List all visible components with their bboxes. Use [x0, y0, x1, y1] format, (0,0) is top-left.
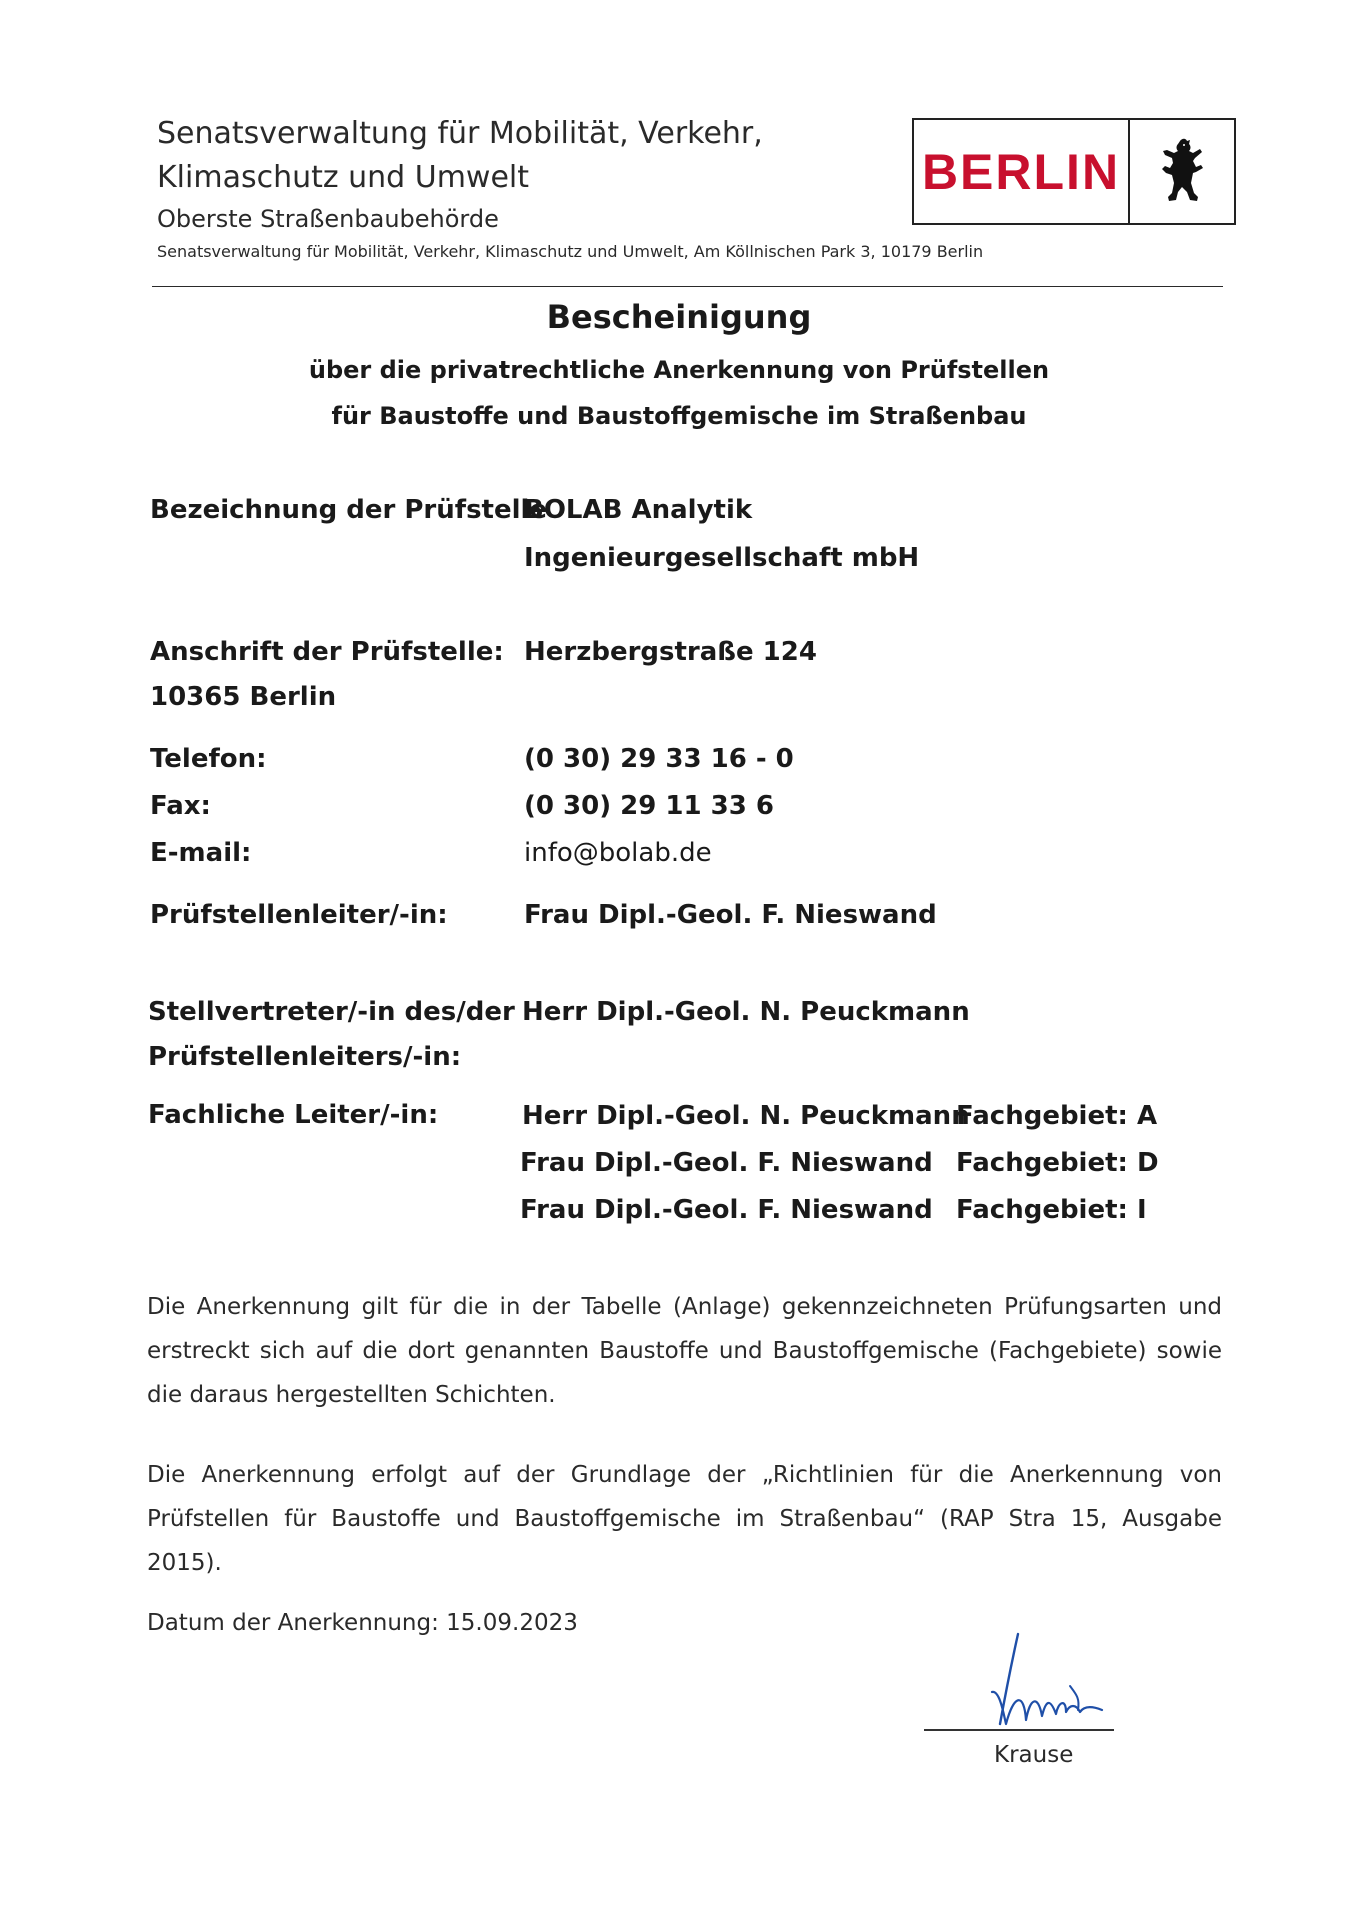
- anschrift-label: Anschrift der Prüfstelle:: [150, 637, 504, 667]
- fax-label: Fax:: [150, 791, 211, 821]
- authority-name: Oberste Straßenbaubehörde: [157, 205, 499, 233]
- signature-line: [924, 1729, 1114, 1731]
- fachgebiet-value: Fachgebiet: A: [956, 1101, 1158, 1131]
- stellvertreter-label-line2: Prüfstellenleiters/-in:: [148, 1042, 462, 1072]
- stellvertreter-value: Herr Dipl.-Geol. N. Peuckmann: [522, 997, 970, 1027]
- anschrift-value: Herzbergstraße 124: [524, 637, 817, 667]
- bezeichnung-value-line1: BOLAB Analytik: [524, 495, 753, 525]
- recognition-date: Datum der Anerkennung: 15.09.2023: [147, 1610, 578, 1636]
- stellvertreter-label-line1: Stellvertreter/-in des/der: [148, 997, 515, 1027]
- fachgebiet-value: Fachgebiet: I: [956, 1195, 1147, 1225]
- fachgebiet-value: Fachgebiet: D: [956, 1148, 1159, 1178]
- sender-address-line: Senatsverwaltung für Mobilität, Verkehr, Klimaschutz und Umwelt, Am Köllnischen Park 3, 10179 Berlin: [157, 242, 984, 261]
- berlin-logo-text: BERLIN: [921, 143, 1121, 200]
- organization-name-line1: Senatsverwaltung für Mobilität, Verkehr,: [157, 116, 763, 151]
- leiter-label: Prüfstellenleiter/-in:: [150, 900, 448, 930]
- bezeichnung-value-line2: Ingenieurgesellschaft mbH: [524, 543, 920, 573]
- signer-name: Krause: [994, 1742, 1074, 1768]
- recognition-scope-paragraph: Die Anerkennung gilt für die in der Tabelle (Anlage) gekennzeichneten Prüfungsarten und erstreckt sich auf die dort genannten Baustoffe und Baustoffgemische (Fachgebiete) sowie die daraus hergestellten Schichten.: [147, 1294, 1222, 1408]
- anschrift-city: 10365 Berlin: [150, 682, 337, 712]
- telefon-label: Telefon:: [150, 744, 267, 774]
- email-label: E-mail:: [150, 838, 252, 868]
- document-subtitle-line1: über die privatrechtliche Anerkennung von Prüfstellen: [308, 356, 1050, 384]
- document-subtitle-line2: für Baustoffe und Baustoffgemische im Straßenbau: [331, 402, 1027, 430]
- fachlicher-leiter-name: Frau Dipl.-Geol. F. Nieswand: [520, 1195, 933, 1225]
- fachliche-leiter-label: Fachliche Leiter/-in:: [148, 1100, 439, 1130]
- fax-value: (0 30) 29 11 33 6: [524, 791, 774, 821]
- fachlicher-leiter-name: Herr Dipl.-Geol. N. Peuckmann: [522, 1101, 970, 1131]
- document-title: Bescheinigung: [546, 298, 812, 336]
- berlin-logo: [912, 118, 1236, 225]
- leiter-value: Frau Dipl.-Geol. F. Nieswand: [524, 900, 937, 930]
- bezeichnung-label: Bezeichnung der Prüfstelle: [150, 495, 548, 525]
- berlin-bear-icon: [1160, 137, 1204, 207]
- email-value[interactable]: info@bolab.de: [524, 838, 712, 868]
- recognition-basis-paragraph: Die Anerkennung erfolgt auf der Grundlage der „Richtlinien für die Anerkennung von Prüfstellen für Baustoffe und Baustoffgemische im Straßenbau“ (RAP Stra 15, Ausgabe 2015).: [147, 1462, 1222, 1576]
- telefon-value: (0 30) 29 33 16 - 0: [524, 744, 794, 774]
- organization-name-line2: Klimaschutz und Umwelt: [157, 160, 530, 195]
- header-divider: [152, 286, 1223, 287]
- fachlicher-leiter-name: Frau Dipl.-Geol. F. Nieswand: [520, 1148, 933, 1178]
- handwritten-signature: [930, 1632, 1160, 1732]
